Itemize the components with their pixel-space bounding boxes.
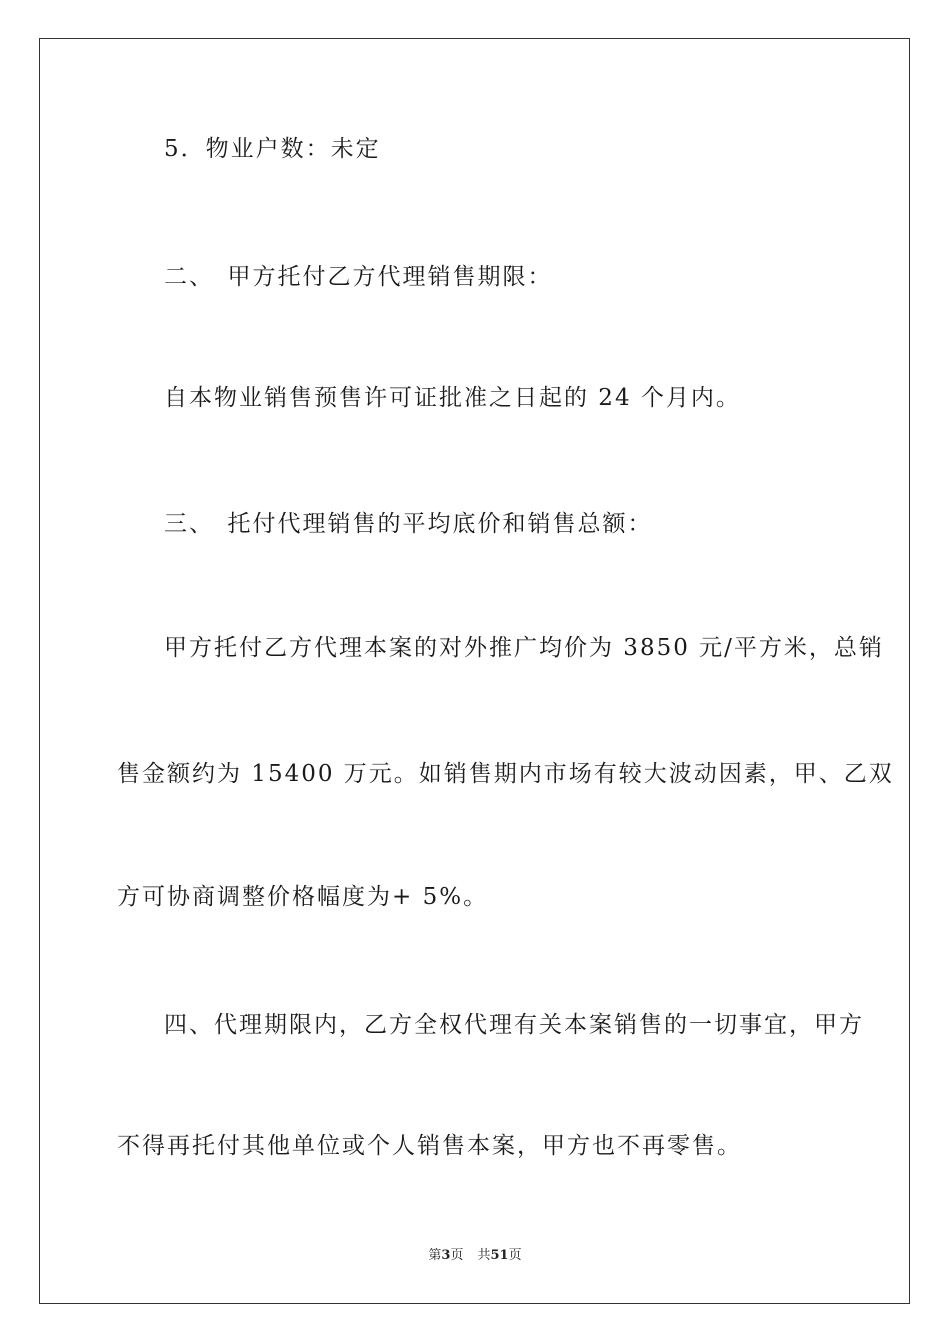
footer-total-prefix: 共: [477, 1248, 491, 1263]
paragraph-line-5: 甲方托付乙方代理本案的对外推广均价为 3850 元/平方米，总销: [164, 635, 884, 661]
section-heading-3: 三、 托付代理销售的平均底价和销售总额：: [164, 511, 653, 537]
paragraph-line-7: 方可协商调整价格幅度为+ 5%。: [117, 884, 489, 910]
page-footer: [0, 1247, 950, 1265]
footer-total-suffix: 页: [508, 1248, 522, 1263]
paragraph-line-1: 5．物业户数：未定: [164, 136, 381, 162]
footer-total-pages: 51: [490, 1248, 509, 1263]
paragraph-line-3: 自本物业销售预售许可证批准之日起的 24 个月内。: [164, 385, 741, 411]
section-heading-4: 四、代理期限内，乙方全权代理有关本案销售的一切事宜，甲方: [164, 1012, 864, 1038]
section-heading-2: 二、 甲方托付乙方代理销售期限：: [164, 264, 553, 290]
footer-page-number: 3: [441, 1248, 451, 1263]
footer-page-prefix: 第: [428, 1248, 442, 1263]
paragraph-line-9: 不得再托付其他单位或个人销售本案，甲方也不再零售。: [117, 1133, 742, 1159]
footer-page-suffix: 页: [450, 1248, 464, 1263]
page-border: [39, 38, 910, 1304]
paragraph-line-6: 售金额约为 15400 万元。如销售期内市场有较大波动因素，甲、乙双: [117, 761, 894, 787]
